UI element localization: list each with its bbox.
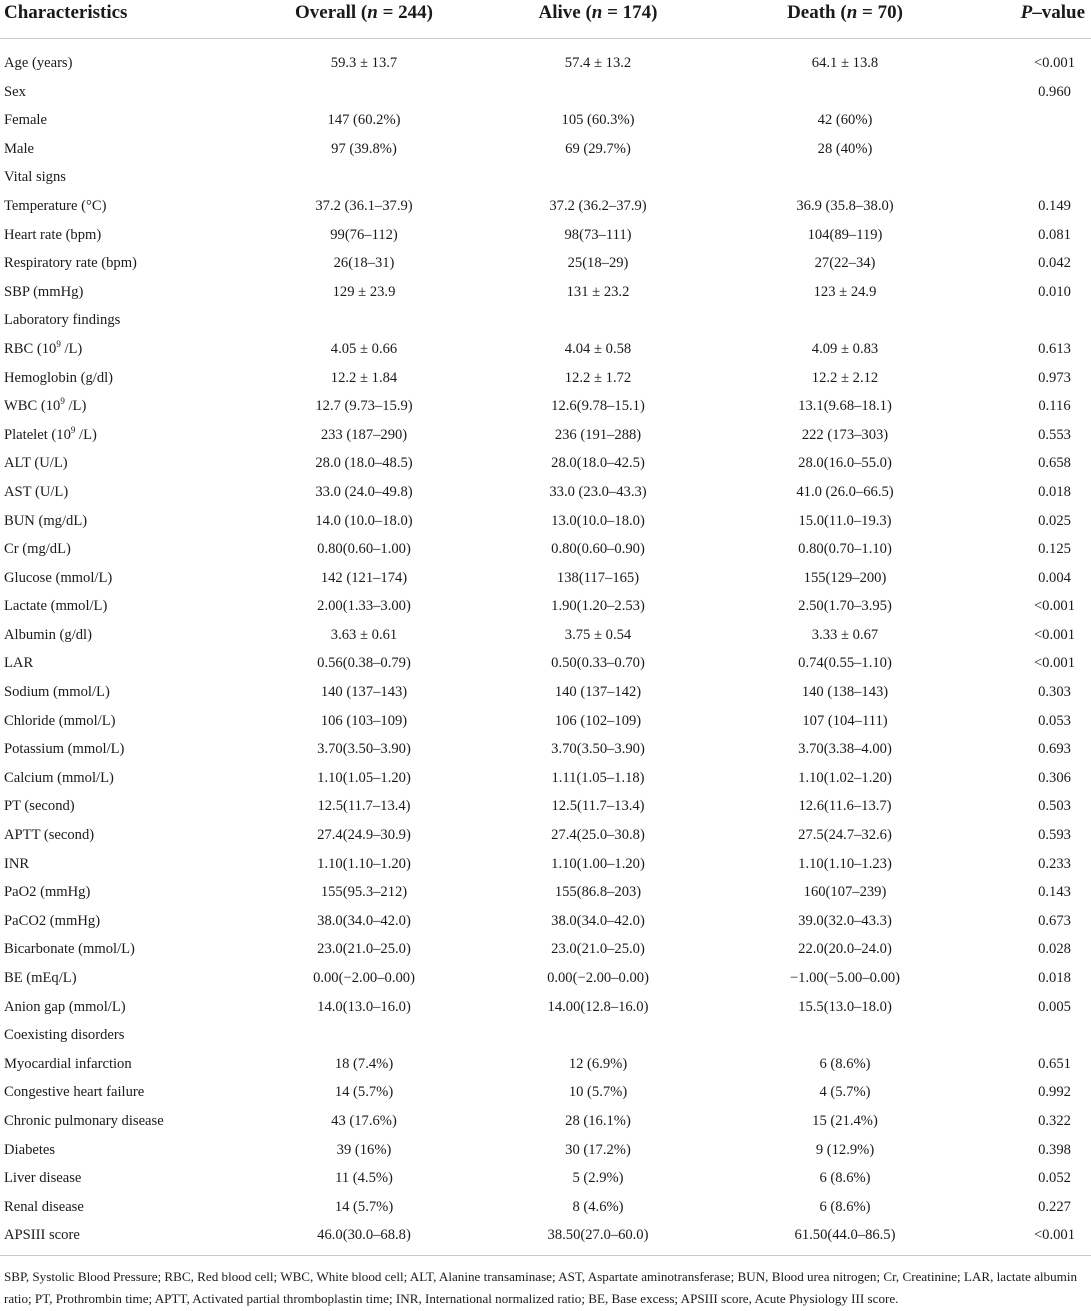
cell-pvalue (958, 135, 1091, 164)
row-label: Lactate (mmol/L) (4, 598, 108, 615)
cell-overall: 12.2 ± 1.84 (330, 369, 398, 386)
cell-pvalue: 0.053 (1038, 712, 1071, 729)
table-row (0, 535, 1091, 564)
table-row (0, 78, 1091, 107)
cell-pvalue: 0.613 (1038, 340, 1071, 357)
table-row (0, 421, 1091, 450)
cell-death: 2.50(1.70–3.95) (798, 598, 892, 615)
row-label: SBP (mmHg) (4, 283, 84, 300)
row-label: Female (4, 112, 47, 129)
cell-overall: 14 (5.7%) (334, 1198, 394, 1215)
cell-overall: 233 (187–290) (320, 426, 408, 443)
row-label: Chloride (mmol/L) (4, 712, 116, 729)
cell-death: 42 (60%) (817, 112, 873, 129)
cell-pvalue: 0.693 (1038, 741, 1071, 758)
table-row (0, 478, 1091, 507)
row-label: Glucose (mmol/L) (4, 569, 113, 586)
cell-death: 4 (5.7%) (819, 1084, 871, 1101)
cell-alive: 131 ± 23.2 (566, 283, 630, 300)
cell-pvalue: <0.001 (1033, 626, 1076, 643)
cell-overall: 14.0 (10.0–18.0) (315, 512, 413, 529)
cell-death: 39.0(32.0–43.3) (798, 912, 892, 929)
cell-overall (264, 1021, 464, 1050)
row-label: Sex (4, 83, 26, 100)
table-row (0, 1221, 1091, 1256)
cell-alive: 4.04 ± 0.58 (564, 340, 632, 357)
cell-death: 22.0(20.0–24.0) (798, 941, 892, 958)
row-label: Hemoglobin (g/dl) (4, 369, 114, 386)
row-label: INR (4, 855, 30, 872)
table-footnote: SBP, Systolic Blood Pressure; RBC, Red blood cell; WBC, White blood cell; ALT, Alanine transaminase; AST, Aspartate aminotransferase; BUN, Blood urea nitrogen; Cr, Creatinine; LAR, lactate albumin ratio; PT, Prothrombin time; APTT, Activated partial thromboplastin time; INR, International normalized ratio; BE, Base excess; APSIII score, Acute Physiology III score. (4, 1269, 1078, 1306)
cell-alive: 0.80(0.60–0.90) (551, 541, 645, 558)
table-row (0, 1078, 1091, 1107)
cell-alive: 236 (191–288) (554, 426, 642, 443)
cell-pvalue: 0.233 (1038, 855, 1071, 872)
row-label: Congestive heart failure (4, 1084, 145, 1101)
cell-pvalue: 0.398 (1038, 1141, 1071, 1158)
cell-alive: 13.0(10.0–18.0) (551, 512, 645, 529)
cell-death: 123 ± 24.9 (813, 283, 877, 300)
table-row (0, 507, 1091, 536)
cell-death: 6 (8.6%) (819, 1170, 871, 1187)
row-label: WBC ($10^9$ /L) (4, 396, 87, 415)
cell-death: 15.5(13.0–18.0) (798, 998, 892, 1015)
cell-overall: 26(18–31) (333, 255, 395, 272)
cell-overall: 0.80(0.60–1.00) (317, 541, 411, 558)
cell-alive: 140 (137–142) (554, 684, 642, 701)
cell-pvalue: 0.651 (1038, 1055, 1071, 1072)
table-row (0, 935, 1091, 964)
cell-overall (264, 163, 464, 192)
row-label: Diabetes (4, 1141, 56, 1158)
cell-death: 28 (40%) (817, 140, 873, 157)
cell-pvalue (958, 1021, 1091, 1050)
cell-pvalue: 0.973 (1038, 369, 1071, 386)
cell-death: 1.10(1.02–1.20) (798, 769, 892, 786)
cell-death: 15.0(11.0–19.3) (798, 512, 892, 529)
table-row (0, 192, 1091, 221)
cell-overall: 155(95.3–212) (320, 884, 408, 901)
cell-pvalue: 0.018 (1038, 970, 1071, 986)
cell-pvalue: 0.005 (1038, 998, 1071, 1015)
cell-overall: 38.0(34.0–42.0) (317, 912, 411, 929)
row-label: ALT (U/L) (4, 455, 68, 472)
row-label: APSIII score (0, 1221, 264, 1256)
cell-death: 155(129–200) (803, 569, 887, 586)
cell-alive: 10 (5.7%) (568, 1084, 628, 1101)
table-row (0, 1193, 1091, 1222)
cell-overall: 140 (137–143) (320, 684, 408, 701)
cell-pvalue (958, 106, 1091, 135)
cell-pvalue: 0.992 (1038, 1084, 1071, 1101)
cell-alive: 30 (17.2%) (565, 1141, 631, 1158)
cell-overall: 0.56(0.38–0.79) (317, 655, 411, 672)
cell-alive: 155(86.8–203) (554, 884, 642, 901)
table-row (0, 649, 1091, 678)
cell-death: 104(89–119) (807, 226, 883, 243)
cell-pvalue: 0.025 (1038, 512, 1071, 529)
cell-death: 27(22–34) (814, 255, 876, 272)
cell-overall: 27.4(24.9–30.9) (317, 827, 411, 844)
cell-alive (464, 163, 732, 192)
table-row (0, 364, 1091, 393)
row-label: Male (4, 140, 34, 157)
cell-death: 9 (12.9%) (815, 1141, 875, 1158)
cell-death: 15 (21.4%) (812, 1112, 878, 1129)
cell-death: 4.09 ± 0.83 (811, 340, 879, 357)
cell-death (732, 1021, 958, 1050)
row-label: Cr (mg/dL) (4, 541, 71, 558)
cell-death: 61.50(44.0–86.5) (732, 1221, 958, 1256)
cell-pvalue: 0.658 (1038, 455, 1071, 472)
cell-pvalue: <0.001 (958, 1221, 1091, 1256)
table-body (0, 39, 1091, 1256)
cell-overall: 2.00(1.33–3.00) (317, 598, 411, 615)
cell-death: 0.74(0.55–1.10) (798, 655, 892, 672)
table-row (0, 821, 1091, 850)
cell-pvalue (958, 163, 1091, 192)
cell-alive: 138(117–165) (556, 569, 640, 586)
table-row (0, 163, 1091, 192)
table-row (0, 850, 1091, 879)
cell-death: 36.9 (35.8–38.0) (796, 197, 894, 214)
cell-alive: 33.0 (23.0–43.3) (549, 483, 647, 500)
cell-overall: 14.0(13.0–16.0) (317, 998, 411, 1015)
cell-overall: 129 ± 23.9 (332, 283, 396, 300)
cell-pvalue: <0.001 (1033, 655, 1076, 672)
cell-alive: 25(18–29) (567, 255, 629, 272)
table-row (0, 306, 1091, 335)
header-row (0, 0, 1091, 39)
cell-pvalue: 0.010 (1038, 283, 1071, 300)
table-row (0, 1021, 1091, 1050)
cell-overall: 14 (5.7%) (334, 1084, 394, 1101)
cell-death: −1.00(−5.00–0.00) (789, 970, 901, 986)
table-row (0, 335, 1091, 364)
row-label: Platelet ($10^9$ /L) (4, 424, 97, 443)
cell-pvalue: 0.042 (1038, 255, 1071, 272)
cell-pvalue: 0.322 (1038, 1112, 1071, 1129)
row-label: Myocardial infarction (4, 1055, 132, 1072)
row-label: Sodium (mmol/L) (4, 684, 110, 701)
header-pvalue: P–value (958, 0, 1091, 39)
cell-overall: 23.0(21.0–25.0) (317, 941, 411, 958)
table-row (0, 707, 1091, 736)
row-label: BUN (mg/dL) (4, 512, 88, 529)
row-label: Heart rate (bpm) (4, 226, 102, 243)
cell-overall: 39 (16%) (336, 1141, 392, 1158)
cell-death: 3.70(3.38–4.00) (798, 741, 892, 758)
cell-overall: 28.0 (18.0–48.5) (315, 455, 413, 472)
cell-pvalue: 0.081 (1038, 226, 1071, 243)
row-label: Coexisting disorders (4, 1027, 125, 1044)
cell-overall: 3.63 ± 0.61 (330, 626, 398, 643)
table-row (0, 907, 1091, 936)
cell-alive: 3.70(3.50–3.90) (551, 741, 645, 758)
table-row (0, 221, 1091, 250)
cell-death: 222 (173–303) (801, 426, 889, 443)
table-row (0, 106, 1091, 135)
cell-pvalue: 0.593 (1038, 827, 1071, 844)
cell-death: 28.0(16.0–55.0) (798, 455, 892, 472)
cell-pvalue: 0.673 (1038, 912, 1071, 929)
cell-death (732, 163, 958, 192)
cell-overall: 11 (4.5%) (335, 1170, 393, 1187)
cell-pvalue: 0.143 (1038, 884, 1071, 901)
cell-alive: 12.2 ± 1.72 (564, 369, 632, 386)
cell-alive: 28.0(18.0–42.5) (551, 455, 645, 472)
cell-pvalue: 0.028 (1038, 941, 1071, 958)
cell-overall: 0.00(−2.00–0.00) (313, 970, 415, 986)
cell-death: 140 (138–143) (801, 684, 889, 701)
cell-alive: 0.50(0.33–0.70) (551, 655, 645, 672)
row-label: Calcium (mmol/L) (4, 769, 114, 786)
cell-alive: 28 (16.1%) (565, 1112, 631, 1129)
cell-alive: 27.4(25.0–30.8) (551, 827, 645, 844)
table-row (0, 735, 1091, 764)
cell-pvalue: 0.052 (1038, 1170, 1071, 1187)
cell-overall: 12.7 (9.73–15.9) (315, 398, 413, 415)
cell-alive: 3.75 ± 0.54 (564, 626, 632, 643)
header-overall: Overall (n = 244) (264, 0, 464, 39)
cell-overall: 12.5(11.7–13.4) (317, 798, 411, 815)
cell-overall (264, 306, 464, 335)
table-row (0, 878, 1091, 907)
table-row (0, 1107, 1091, 1136)
cell-overall (264, 78, 464, 107)
cell-pvalue: 0.553 (1038, 426, 1071, 443)
row-label: Renal disease (4, 1198, 84, 1215)
table-header (0, 0, 1091, 39)
table-row (0, 592, 1091, 621)
table-row (0, 1164, 1091, 1193)
row-label: Anion gap (mmol/L) (4, 998, 126, 1015)
cell-death: 64.1 ± 13.8 (811, 55, 879, 71)
cell-alive: 105 (60.3%) (561, 112, 635, 129)
cell-overall: 4.05 ± 0.66 (330, 340, 398, 357)
cell-alive: 12.6(9.78–15.1) (551, 398, 645, 415)
table-row (0, 39, 1091, 78)
row-label: RBC ($10^9$ /L) (4, 339, 83, 357)
header-characteristics: Characteristics (0, 0, 264, 39)
cell-death: 160(107–239) (803, 884, 887, 901)
table-row (0, 449, 1091, 478)
cell-alive: 14.00(12.8–16.0) (547, 998, 649, 1015)
table-row (0, 1136, 1091, 1165)
cell-alive: 1.11(1.05–1.18) (551, 769, 645, 786)
table-row (0, 1050, 1091, 1079)
cell-death: 12.2 ± 2.12 (811, 369, 879, 386)
cell-overall: 97 (39.8%) (331, 140, 397, 157)
cell-death: 1.10(1.10–1.23) (798, 855, 892, 872)
cell-alive: 1.10(1.00–1.20) (551, 855, 645, 872)
cell-alive: 38.0(34.0–42.0) (551, 912, 645, 929)
cell-death: 27.5(24.7–32.6) (798, 827, 892, 844)
cell-death (732, 306, 958, 335)
cell-pvalue (958, 306, 1091, 335)
cell-overall: 3.70(3.50–3.90) (317, 741, 411, 758)
cell-overall: 1.10(1.05–1.20) (317, 769, 411, 786)
row-label: Bicarbonate (mmol/L) (4, 941, 135, 958)
row-label: Age (years) (4, 55, 73, 71)
row-label: AST (U/L) (4, 483, 69, 500)
header-alive: Alive (n = 174) (464, 0, 732, 39)
cell-death: 41.0 (26.0–66.5) (796, 483, 894, 500)
table-row (0, 564, 1091, 593)
cell-alive: 98(73–111) (564, 226, 632, 243)
cell-overall: 59.3 ± 13.7 (330, 55, 398, 71)
row-label: Respiratory rate (bpm) (4, 255, 137, 272)
row-label: PT (second) (4, 798, 75, 815)
cell-death: 3.33 ± 0.67 (811, 626, 879, 643)
table-row (0, 278, 1091, 307)
cell-pvalue: 0.018 (1038, 483, 1071, 500)
cell-pvalue: <0.001 (1033, 598, 1076, 615)
cell-pvalue: 0.125 (1038, 541, 1071, 558)
row-label: Chronic pulmonary disease (4, 1112, 164, 1129)
row-label: Albumin (g/dl) (4, 626, 92, 643)
cell-alive: 8 (4.6%) (572, 1198, 624, 1215)
table-row (0, 792, 1091, 821)
row-label: Temperature (°C) (4, 197, 107, 214)
cell-pvalue: 0.116 (1038, 398, 1071, 415)
table-row (0, 764, 1091, 793)
cell-death: 6 (8.6%) (819, 1198, 871, 1215)
cell-alive: 12.5(11.7–13.4) (551, 798, 645, 815)
table-row (0, 135, 1091, 164)
cell-pvalue: 0.503 (1038, 798, 1071, 815)
header-death: Death (n = 70) (732, 0, 958, 39)
row-label: Potassium (mmol/L) (4, 741, 125, 758)
table-row (0, 993, 1091, 1022)
cell-death: 6 (8.6%) (819, 1055, 871, 1072)
cell-overall: 43 (17.6%) (331, 1112, 397, 1129)
cell-overall: 46.0(30.0–68.8) (264, 1221, 464, 1256)
cell-pvalue: 0.149 (1038, 197, 1071, 214)
row-label: BE (mEq/L) (4, 970, 77, 986)
cell-overall: 18 (7.4%) (334, 1055, 394, 1072)
cell-overall: 1.10(1.10–1.20) (317, 855, 411, 872)
cell-overall: 106 (103–109) (320, 712, 408, 729)
row-label: PaCO2 (mmHg) (4, 912, 101, 929)
cell-death: 0.80(0.70–1.10) (798, 541, 892, 558)
cell-pvalue: 0.303 (1038, 684, 1071, 701)
cell-alive: 69 (29.7%) (565, 140, 631, 157)
cell-alive (464, 1021, 732, 1050)
cell-alive: 23.0(21.0–25.0) (551, 941, 645, 958)
cell-alive: 0.00(−2.00–0.00) (547, 970, 649, 986)
row-label: APTT (second) (4, 827, 95, 844)
cell-alive: 38.50(27.0–60.0) (464, 1221, 732, 1256)
cell-death: 12.6(11.6–13.7) (798, 798, 892, 815)
cell-overall: 33.0 (24.0–49.8) (315, 483, 413, 500)
cell-alive (464, 306, 732, 335)
cell-alive: 12 (6.9%) (568, 1055, 628, 1072)
table-row (0, 621, 1091, 650)
cell-overall: 142 (121–174) (320, 569, 408, 586)
table-row (0, 678, 1091, 707)
cell-death (732, 78, 958, 107)
cell-alive: 106 (102–109) (554, 712, 642, 729)
table-row (0, 964, 1091, 993)
row-label: Vital signs (4, 169, 66, 186)
row-label: Laboratory findings (4, 312, 121, 329)
cell-pvalue: 0.227 (1038, 1198, 1071, 1215)
cell-pvalue: 0.004 (1038, 569, 1071, 586)
row-label: Liver disease (4, 1170, 82, 1187)
row-label: LAR (4, 655, 34, 672)
cell-alive: 37.2 (36.2–37.9) (549, 197, 647, 214)
cell-overall: 99(76–112) (330, 226, 398, 243)
cell-alive: 5 (2.9%) (572, 1170, 624, 1187)
table-row (0, 392, 1091, 421)
table-row (0, 249, 1091, 278)
cell-alive: 1.90(1.20–2.53) (551, 598, 645, 615)
cell-alive (464, 78, 732, 107)
cell-overall: 147 (60.2%) (327, 112, 401, 129)
cell-pvalue: <0.001 (1033, 55, 1076, 71)
cell-death: 13.1(9.68–18.1) (798, 398, 892, 415)
cell-pvalue: 0.960 (1038, 83, 1071, 100)
cell-alive: 57.4 ± 13.2 (564, 55, 632, 71)
row-label: PaO2 (mmHg) (4, 884, 91, 901)
cell-pvalue: 0.306 (1038, 769, 1071, 786)
cell-overall: 37.2 (36.1–37.9) (315, 197, 413, 214)
cell-death: 107 (104–111) (802, 712, 888, 729)
